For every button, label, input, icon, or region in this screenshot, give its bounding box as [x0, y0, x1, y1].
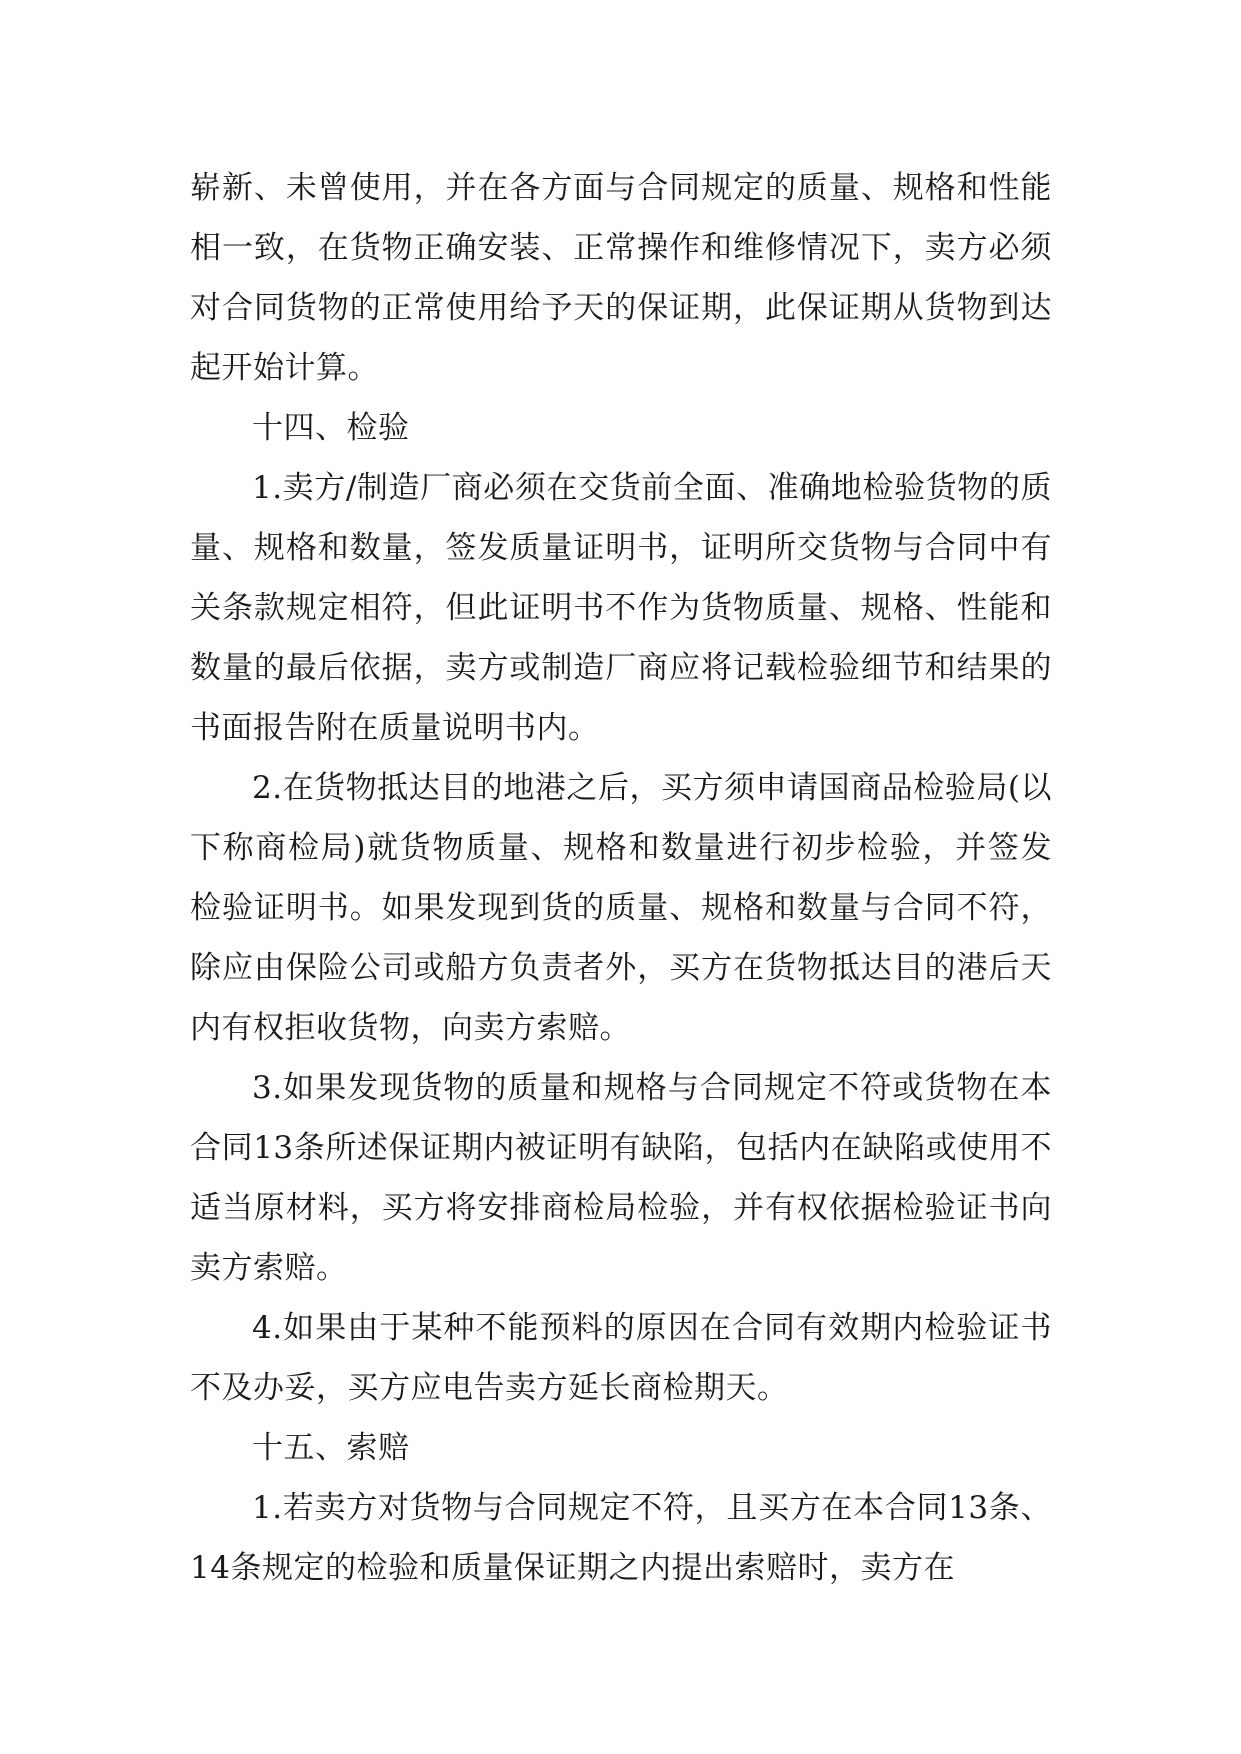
paragraph-claims-1: 1.若卖方对货物与合同规定不符，且买方在本合同13条、14条规定的检验和质量保证期之内提出索赔时，卖方在 [190, 1490, 1052, 1586]
section-heading-inspection: 十四、检验 [252, 410, 410, 446]
paragraph-inspection-2: 2.在货物抵达目的地港之后，买方须申请国商品检验局(以下称商检局)就货物质量、规格和数量进行初步检验，并签发检验证明书。如果发现到货的质量、规格和数量与合同不符，除应由保险公司或船方负责者外，买方在货物抵达目的港后天内有权拒收货物，向卖方索赔。 [190, 770, 1052, 1046]
paragraph-inspection-1: 1.卖方/制造厂商必须在交货前全面、准确地检验货物的质量、规格和数量，签发质量证明书，证明所交货物与合同中有关条款规定相符，但此证明书不作为货物质量、规格、性能和数量的最后依据，卖方或制造厂商应将记载检验细节和结果的书面报告附在质量说明书内。 [190, 470, 1052, 746]
paragraph-quality-guarantee: 崭新、未曾使用，并在各方面与合同规定的质量、规格和性能相一致，在货物正确安装、正常操作和维修情况下，卖方必须对合同货物的正常使用给予天的保证期，此保证期从货物到达起开始计算。 [190, 170, 1052, 386]
paragraph-inspection-4: 4.如果由于某种不能预料的原因在合同有效期内检验证书不及办妥，买方应电告卖方延长商检期天。 [190, 1310, 1052, 1406]
paragraph-inspection-3: 3.如果发现货物的质量和规格与合同规定不符或货物在本合同13条所述保证期内被证明有缺陷，包括内在缺陷或使用不适当原材料，买方将安排商检局检验，并有权依据检验证书向卖方索赔。 [190, 1070, 1052, 1286]
document-body [190, 158, 1052, 1598]
section-heading-claims: 十五、索赔 [252, 1430, 410, 1466]
